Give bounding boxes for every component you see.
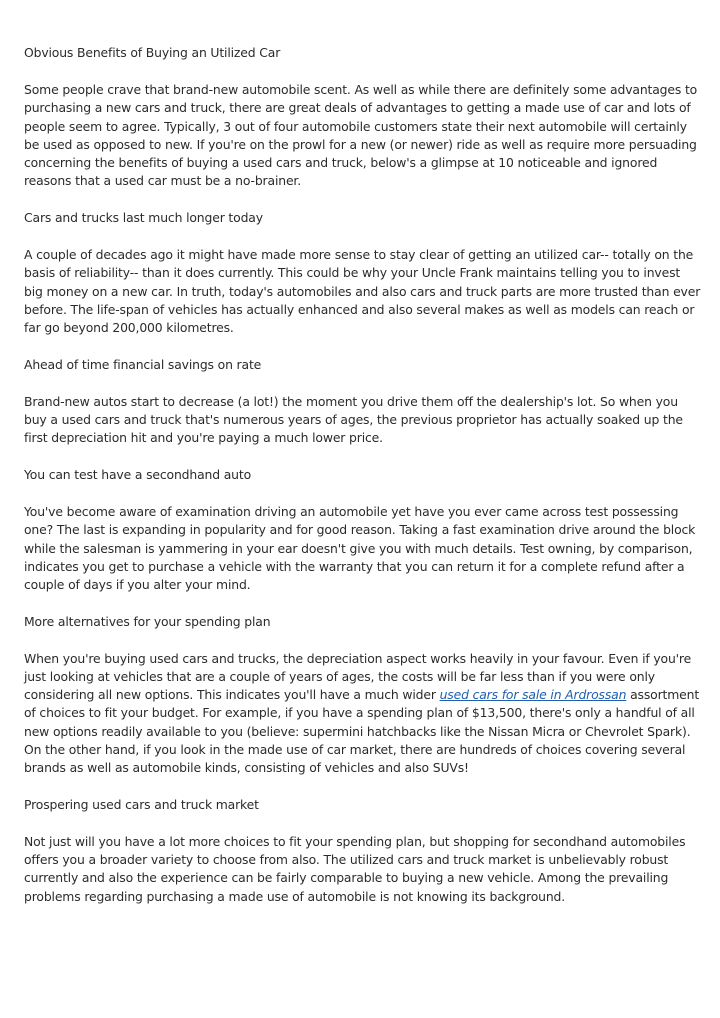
section-body-more-options [24,650,702,777]
section-body-more-options-part1: When you're buying used cars and trucks, the depreciation aspect works heavily in your favour. Even if you're just looking at vehicles that are a couple of years of ages, the costs will be far less than if you were only considering all new options. This indicates you'll have a much wider [24,650,692,703]
section-heading-test-own: You can test have a secondhand auto [24,466,252,482]
section-heading-used-market: Prospering used cars and truck market [24,796,259,812]
intro-paragraph: Some people crave that brand-new automobile scent. As well as while there are definitely some advantages to purchasing a new cars and truck, there are great deals of advantages to getting a made use of car and lots of people seem to agree. Typically, 3 out of four automobile customers state their next automobile will certainly be used as opposed to new. If you're on the prowl for a new (or newer) ride as well as require more persuading concerning the benefits of buying a used cars and truck, below's a glimpse at 10 noticeable and ignored reasons that a used car must be a no-brainer. [24,82,698,189]
section-heading-upfront-savings: Ahead of time financial savings on rate [24,356,262,372]
section-body-used-market: Not just will you have a lot more choices to fit your spending plan, but shopping for secondhand automobiles offers you a broader variety to choose from also. The utilized cars and truck market is unbelievably robust currently and also the experience can be fairly comparable to buying a new vehicle. Among the prevailing problems regarding purchasing a made use of automobile is not knowing its background. [24,834,686,904]
section-body-upfront-savings: Brand-new autos start to decrease (a lot!) the moment you drive them off the dealership's lot. So when you buy a used cars and truck that's numerous years of ages, the previous proprietor has actually soaked up the first depreciation hit and you're paying a much lower price. [24,393,683,446]
used-cars-ardrossan-link[interactable]: used cars for sale in Ardrossan [439,687,627,703]
section-heading-more-options: More alternatives for your spending plan [24,613,271,629]
article [24,44,702,924]
section-body-cars-last-longer: A couple of decades ago it might have made more sense to stay clear of getting an utilized car-- totally on the basis of reliability-- than it does currently. This could be why your Uncle Frank maintains telling you to invest big money on a new car. In truth, today's automobiles and also cars and truck parts are more trusted than ever before. The life-span of vehicles has actually enhanced and also several makes as well as models can reach or far go beyond 200,000 kilometres. [24,247,701,335]
section-heading-cars-last-longer: Cars and trucks last much longer today [24,209,263,225]
section-body-more-options-part2: assortment of choices to fit your budget. For example, if you have a spending plan of $13,500, there's only a handful of all new options readily available to you (believe: supermini hatchbacks like the Nissan Micra or Chevrolet Spark). On the other hand, if you look in the made use of car market, there are hundreds of choices covering several brands as well as automobile kinds, consisting of vehicles and also SUVs! [24,687,700,776]
section-body-test-own: You've become aware of examination driving an automobile yet have you ever came across test possessing one? The last is expanding in popularity and for good reason. Taking a fast examination drive around the block while the salesman is yammering in your ear doesn't give you with much details. Test owning, by comparison, indicates you get to purchase a vehicle with the warranty that you can return it for a complete refund after a couple of days if you alter your mind. [24,504,696,592]
article-title: Obvious Benefits of Buying an Utilized Car [24,45,281,60]
